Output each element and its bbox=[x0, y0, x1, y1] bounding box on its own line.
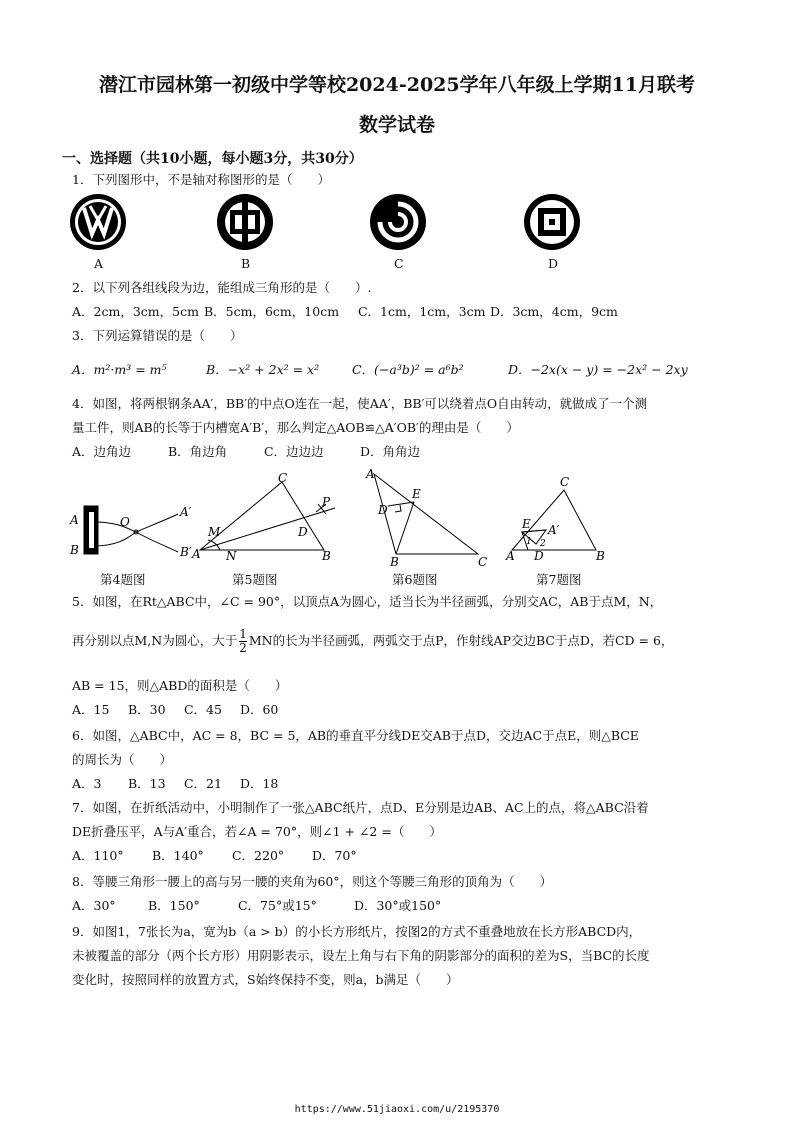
q8-options bbox=[72, 898, 441, 914]
fig4-label-A-prime: A′ bbox=[180, 505, 192, 519]
fig5-label-B: B bbox=[322, 549, 331, 563]
q4-option-b: B．角边角 bbox=[167, 444, 228, 459]
q1-label-b: B bbox=[241, 256, 251, 271]
q7-option-b: B．140° bbox=[151, 848, 204, 863]
fig7-label-A-prime: A′ bbox=[548, 523, 560, 537]
fig7-label-1: 1 bbox=[526, 537, 532, 547]
caption-fig6: 第6题图 bbox=[392, 572, 438, 587]
logo-d-coin-icon bbox=[524, 194, 580, 250]
fig6-label-E: E bbox=[412, 487, 421, 501]
q1-text: 1．下列图形中，不是轴对称图形的是（ ） bbox=[72, 172, 330, 187]
q7-line2: DE折叠压平，A与A′重合，若∠A = 70°，则∠1 + ∠2 =（ ） bbox=[72, 824, 442, 839]
q3-option-c: C．(−a³b)² = a⁶b² bbox=[351, 362, 464, 377]
q3-options bbox=[72, 362, 688, 378]
geometry-figures bbox=[60, 466, 620, 570]
q5-line1: 5．如图，在Rt△ABC中，∠C = 90°，以顶点A为圆心，适当长为半径画弧，分别交AC，AB于点M，N， bbox=[72, 594, 663, 609]
logo-b-bank-icon bbox=[217, 194, 273, 250]
fig4-label-B-prime: B′ bbox=[180, 545, 192, 559]
q5-line2-part1: 再分别以点M,N为圆心，大于 bbox=[72, 633, 238, 648]
q4-option-a: A．边角边 bbox=[72, 444, 132, 459]
q4-line2: 量工件，则AB的长等于内槽宽A′B′，那么判定△AOB≌△A′OB′的理由是（ ） bbox=[72, 420, 519, 435]
fig7-label-2: 2 bbox=[540, 539, 546, 549]
q5-option-c: C．45 bbox=[183, 702, 222, 717]
fig7-label-B: B bbox=[596, 549, 605, 563]
q3-option-b: B．−x² + 2x² = x² bbox=[205, 362, 320, 377]
exam-subtitle: 数学试卷 bbox=[358, 114, 435, 136]
q5-line2 bbox=[72, 628, 673, 655]
q5-line2-part2: MN的长为半径画弧，两弧交于点P，作射线AP交边BC于点D，若CD = 6， bbox=[248, 633, 674, 648]
fig6-label-B: B bbox=[390, 555, 399, 569]
q7-line1: 7．如图，在折纸活动中，小明制作了一张△ABC纸片，点D、E分别是边AB、AC上的点，将△ABC沿着 bbox=[72, 800, 649, 815]
q6-option-c: C．21 bbox=[183, 776, 222, 791]
q6-option-d: D．18 bbox=[239, 776, 279, 791]
fig4-label-B: B bbox=[70, 543, 79, 557]
q5-option-d: D．60 bbox=[239, 702, 279, 717]
q8-text: 8．等腰三角形一腰上的高与另一腰的夹角为60°，则这个等腰三角形的顶角为（ ） bbox=[72, 874, 553, 889]
q5-frac-num: 1 bbox=[239, 627, 247, 641]
q4-line1: 4．如图，将两根钢条AA′，BB′的中点O连在一起，使AA′，BB′可以绕着点O自由转动，就做成了一个测 bbox=[72, 396, 648, 411]
q1-label-d: D bbox=[548, 256, 559, 271]
q4-option-d: D．角角边 bbox=[359, 444, 420, 459]
fig6-label-D: D bbox=[378, 503, 388, 517]
fig4-label-A: A bbox=[70, 513, 79, 527]
logo-c-spiral-icon bbox=[370, 194, 426, 250]
exam-title: 潜江市园林第一初级中学等校2024-2025学年八年级上学期11月联考 bbox=[98, 74, 696, 96]
q7-option-d: D．70° bbox=[311, 848, 357, 863]
figure-6-diagram bbox=[374, 474, 478, 554]
caption-fig5: 第5题图 bbox=[232, 572, 278, 587]
q1-label-c: C bbox=[394, 256, 404, 271]
fig7-label-D: D bbox=[534, 549, 544, 563]
q8-option-c: C．75°或15° bbox=[237, 898, 317, 913]
q2-text: 2．以下列各组线段为边，能组成三角形的是（ ）. bbox=[72, 280, 372, 295]
q1-label-a: A bbox=[94, 256, 104, 271]
q6-line2: 的周长为（ ） bbox=[72, 752, 173, 767]
q1-figures bbox=[60, 190, 580, 270]
caption-fig7: 第7题图 bbox=[536, 572, 582, 587]
fig4-label-O: O bbox=[120, 515, 130, 529]
q7-option-c: C．220° bbox=[231, 848, 285, 863]
fig7-label-C: C bbox=[560, 475, 570, 489]
q6-option-a: A．3 bbox=[72, 776, 102, 791]
fig7-label-A: A bbox=[506, 549, 515, 563]
logo-a-vw-icon bbox=[70, 194, 126, 250]
q8-option-d: D．30°或150° bbox=[353, 898, 442, 913]
q6-option-b: B．13 bbox=[127, 776, 166, 791]
fig7-label-E: E bbox=[522, 517, 531, 531]
section-heading: 一、选择题（共10小题，每小题3分，共30分） bbox=[62, 151, 363, 167]
q9-line2: 未被覆盖的部分（两个长方形）用阴影表示，设左上角与右下角的阴影部分的面积的差为S，当BC的长度 bbox=[72, 948, 650, 963]
fig5-label-P: P bbox=[322, 495, 331, 509]
q2-option-d: D．3cm，4cm，9cm bbox=[489, 304, 618, 319]
q2-options bbox=[72, 304, 618, 320]
q3-option-d: D．−2x(x − y) = −2x² − 2xy bbox=[507, 362, 688, 377]
fig6-label-A: A bbox=[366, 467, 375, 481]
q9-line1: 9．如图1，7张长为a，宽为b（a > b）的小长方形纸片，按图2的方式不重叠地放在长方形ABCD内， bbox=[72, 924, 642, 939]
fig5-label-M: M bbox=[208, 525, 221, 539]
q4-option-c: C．边边边 bbox=[263, 444, 324, 459]
caption-fig4: 第4题图 bbox=[100, 572, 146, 587]
q2-option-a: A．2cm，3cm，5cm bbox=[72, 304, 199, 319]
q2-option-c: C．1cm，1cm，3cm bbox=[357, 304, 486, 319]
q4-options bbox=[72, 444, 420, 460]
q5-options bbox=[72, 702, 278, 718]
fig5-label-N: N bbox=[226, 549, 237, 563]
q7-options bbox=[72, 848, 357, 864]
footer-url[interactable]: https://www.51jiaoxi.com/u/2195370 bbox=[294, 1104, 500, 1115]
fig6-label-C: C bbox=[478, 555, 488, 569]
q7-option-a: A．110° bbox=[72, 848, 124, 863]
q2-option-b: B．5cm，6cm，10cm bbox=[203, 304, 340, 319]
q5-fraction bbox=[239, 628, 247, 655]
q5-option-b: B．30 bbox=[127, 702, 166, 717]
q3-option-a: A．m²·m³ = m⁵ bbox=[72, 362, 167, 377]
fig5-label-C: C bbox=[278, 471, 288, 485]
q5-line3: AB = 15，则△ABD的面积是（ ） bbox=[72, 678, 288, 693]
fig5-label-D: D bbox=[298, 525, 308, 539]
q8-option-b: B．150° bbox=[147, 898, 200, 913]
figure-4-diagram bbox=[84, 506, 178, 554]
q3-text: 3．下列运算错误的是（ ） bbox=[72, 328, 243, 343]
q9-line3: 变化时，按照同样的放置方式，S始终保持不变，则a，b满足（ ） bbox=[72, 972, 459, 987]
q5-option-a: A．15 bbox=[72, 702, 110, 717]
fig5-label-A: A bbox=[192, 547, 201, 561]
q5-frac-den: 2 bbox=[239, 641, 247, 655]
q8-option-a: A．30° bbox=[72, 898, 116, 913]
q6-line1: 6．如图，△ABC中，AC = 8，BC = 5，AB的垂直平分线DE交AB于点D，交边AC于点E，则△BCE bbox=[72, 728, 639, 743]
figure-5-diagram bbox=[200, 482, 335, 550]
q6-options bbox=[72, 776, 278, 792]
